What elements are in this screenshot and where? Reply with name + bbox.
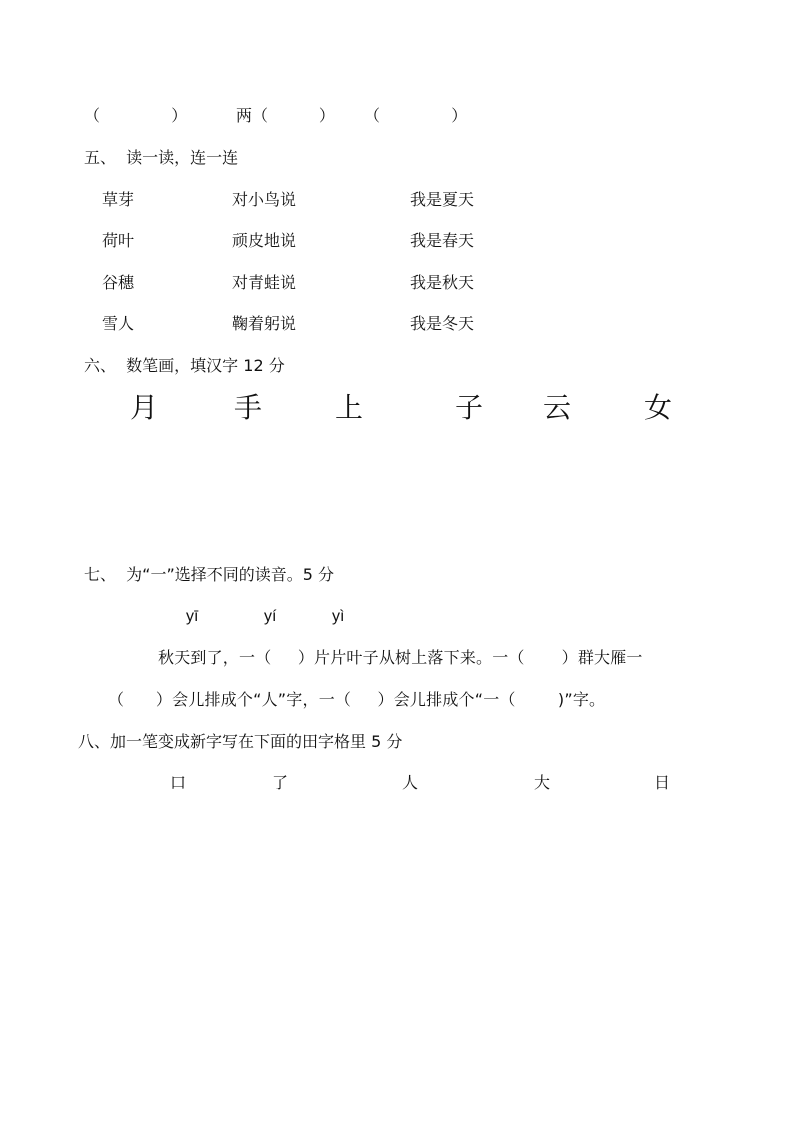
top-bracket-1: （ ）: [84, 106, 188, 125]
s5-col3-item: 我是冬天: [410, 314, 475, 333]
s7-pinyin: yí: [264, 608, 277, 625]
s5-col3-item: 我是秋天: [410, 273, 475, 292]
s5-col1-item: 草芽: [102, 190, 135, 209]
s5-col3-item: 我是春天: [410, 231, 475, 250]
s5-col1-item: 雪人: [102, 314, 135, 333]
s6-char: 云: [543, 391, 572, 424]
s5-col2-item: 鞠着躬说: [232, 314, 297, 333]
s7-sentence-line-1: 秋天到了，一（ ）片片叶子从树上落下来。一（ ）群大雁一: [158, 648, 643, 667]
s8-char: 了: [272, 773, 289, 792]
s5-col2-item: 对青蛙说: [232, 273, 297, 292]
top-bracket-3: （ ）: [364, 106, 468, 125]
s7-pinyin: yì: [332, 608, 345, 625]
s6-char: 女: [644, 391, 673, 424]
s5-col1-item: 荷叶: [102, 231, 135, 250]
section8-title: 八、加一笔变成新字写在下面的田字格里 5 分: [78, 732, 403, 751]
section7-title: 七、 为“一”选择不同的读音。5 分: [84, 565, 335, 584]
s8-char: 口: [170, 773, 187, 792]
s5-col3-item: 我是夏天: [410, 190, 475, 209]
s8-char: 人: [402, 773, 419, 792]
s6-char: 月: [130, 391, 159, 424]
s7-pinyin: yī: [186, 608, 199, 625]
s8-char: 大: [534, 773, 551, 792]
s7-sentence-line-2: （ ）会儿排成个“人”字，一（ ）会儿排成个“一（ )”字。: [108, 690, 606, 709]
s8-char: 日: [654, 773, 671, 792]
s5-col1-item: 谷穗: [102, 273, 135, 292]
section5-title: 五、 读一读，连一连: [84, 148, 239, 167]
section6-title: 六、 数笔画，填汉字 12 分: [84, 356, 285, 375]
top-bracket-2: 两（ ）: [236, 106, 335, 125]
s6-char: 上: [335, 391, 364, 424]
s6-char: 手: [234, 391, 263, 424]
s6-char: 子: [455, 391, 484, 424]
s5-col2-item: 顽皮地说: [232, 231, 297, 250]
s5-col2-item: 对小鸟说: [232, 190, 297, 209]
